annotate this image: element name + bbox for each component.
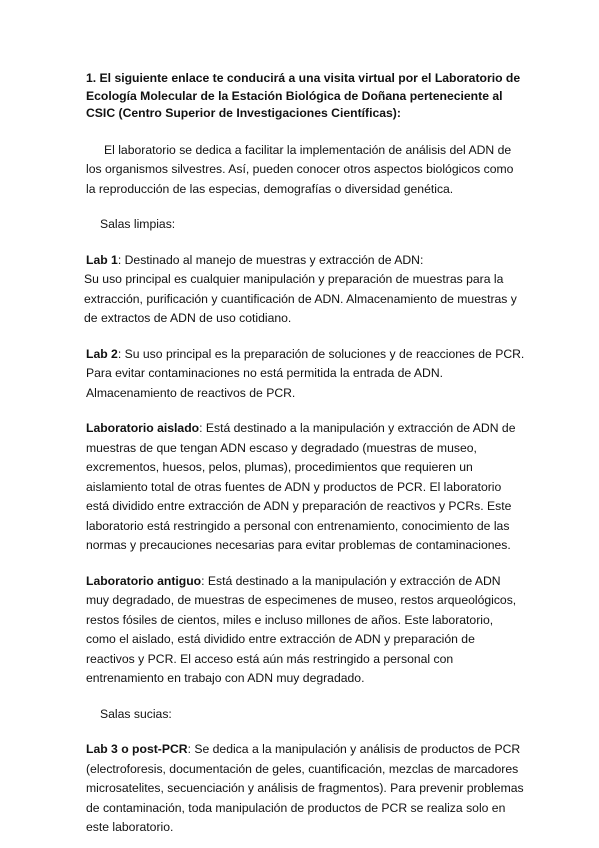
old-lab-body: : Está destinado a la manipulación y extracción de ADN muy degradado, de muestras de especimenes de museo, restos arqueológicos, restos fósiles de cientos, miles e incluso millones de años. Este laboratorio, como el aislado, está dividido entre extracción de ADN y preparación de reactivos y PCR. El acceso está aún más restringido a personal con entrenamiento en trabajo con ADN muy degradado. (86, 573, 517, 685)
old-lab-lead: Laboratorio antiguo (86, 573, 202, 588)
question-heading: 1. El siguiente enlace te conducirá a una visita virtual por el Laboratorio de Ecología Molecular de la Estación Biológica de Doñana perteneciente al CSIC (Centro Superior de Investigaciones Científicas): (86, 71, 521, 120)
lab1-body: Su uso principal es cualquier manipulación y preparación de muestras para la extracción, purificación y cuantificación de ADN. Almacenamiento de muestras y de extractos de ADN de uso cotidiano. (84, 272, 517, 325)
isolated-lab-paragraph (86, 419, 526, 556)
lab2-paragraph (86, 345, 526, 404)
dirty-rooms-label: Salas sucias: (100, 706, 172, 721)
intro-paragraph: El laboratorio se dedica a facilitar la implementación de análisis del ADN de los organismos silvestres. Así, pueden conocer otros aspectos biológicos como la reproducción de las especias, demografías o diversidad genética. (86, 142, 514, 196)
lab2-body: : Su uso principal es la preparación de soluciones y de reacciones de PCR. Para evitar contaminaciones no está permitida la entrada de ADN. Almacenamiento de reactivos de PCR. (86, 346, 525, 400)
lab1-title-line (86, 251, 526, 271)
lab2-lead: Lab 2 (86, 346, 118, 361)
clean-rooms-label: Salas limpias: (100, 217, 176, 231)
document-page (86, 70, 526, 838)
lab1-title-rest: : Destinado al manejo de muestras y extracción de ADN: (117, 252, 424, 267)
lab3-lead: Lab 3 o post-PCR (86, 742, 188, 756)
lab1-paragraph (86, 251, 526, 329)
isolated-lab-body: : Está destinado a la manipulación y extracción de ADN de muestras de que tengan ADN escaso y degradado (muestras de museo, excrementos, huesos, pelos, plumas), procedimientos que requieren un aislamiento total de otras fuentes de ADN y productos de PCR. El laboratorio está dividido entre extracción de ADN y preparación de reactivos y PCRs. Este laboratorio está restringido a personal con entrenamiento, conocimiento de las normas y precauciones necesarias para evitar problemas de contaminaciones. (86, 421, 516, 552)
old-lab-paragraph (86, 572, 526, 689)
lab1-lead: Lab 1 (86, 252, 118, 267)
lab3-body: : Se dedica a la manipulación y análisis de productos de PCR (electroforesis, documentación de geles, cuantificación, mezclas de marcadores microsatelites, secuenciación y análisis de fragmentos). Para prevenir problemas de contaminación, toda manipulación de productos de PCR se realiza solo en este laboratorio. (86, 742, 524, 834)
lab3-paragraph (86, 740, 526, 838)
isolated-lab-lead: Laboratorio aislado (86, 421, 200, 435)
